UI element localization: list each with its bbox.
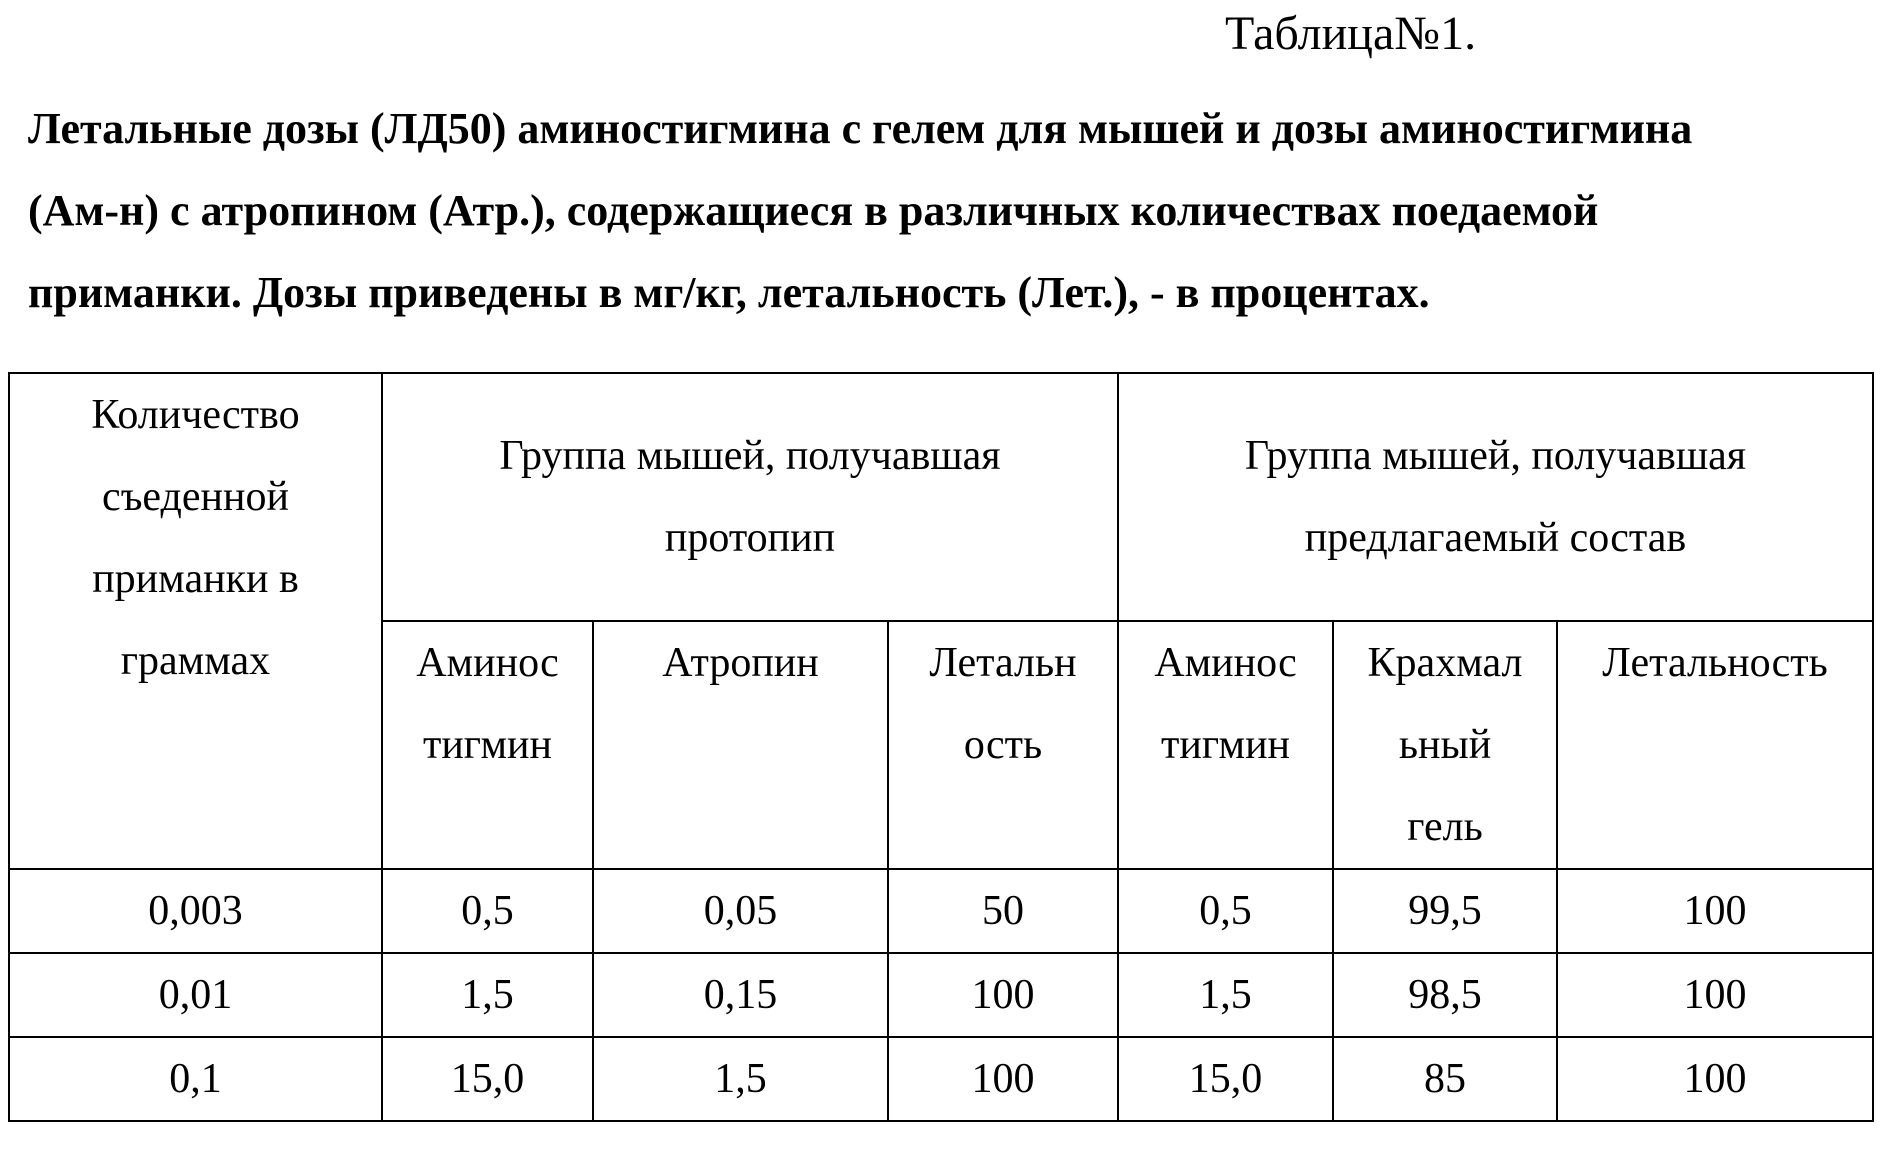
table-row (9, 869, 1873, 953)
table-cell: 15,0 (382, 1037, 593, 1121)
table-row (9, 953, 1873, 1037)
table-cell: 100 (888, 1037, 1118, 1121)
group-proposed-header: Группа мышей, получавшая предлагаемый состав (1118, 373, 1873, 621)
subheader-atropine: Атропин (593, 621, 888, 869)
table-cell: 0,01 (9, 953, 382, 1037)
title-line: Летальные дозы (ЛД50) аминостигмина с гелем для мышей и дозы аминостигмина (28, 104, 1693, 153)
bait-amount-header: Количество съеденной приманки в граммах (9, 373, 382, 869)
table-title (28, 88, 1868, 334)
subheader-aminostigmin: Аминос тигмин (1118, 621, 1333, 869)
table-cell: 1,5 (593, 1037, 888, 1121)
subheader-aminostigmin: Аминос тигмин (382, 621, 593, 869)
table-cell: 98,5 (1333, 953, 1557, 1037)
table-cell: 100 (1557, 1037, 1873, 1121)
table-cell: 0,1 (9, 1037, 382, 1121)
table-cell: 0,05 (593, 869, 888, 953)
table-cell: 100 (1557, 869, 1873, 953)
table-cell: 50 (888, 869, 1118, 953)
table-cell: 100 (888, 953, 1118, 1037)
group-protopip-header: Группа мышей, получавшая протопип (382, 373, 1118, 621)
table-cell: 0,5 (1118, 869, 1333, 953)
table-cell: 15,0 (1118, 1037, 1333, 1121)
table-cell: 0,5 (382, 869, 593, 953)
table-cell: 0,15 (593, 953, 888, 1037)
table-cell: 99,5 (1333, 869, 1557, 953)
subheader-lethality: Летальн ость (888, 621, 1118, 869)
subheader-lethality: Летальность (1557, 621, 1873, 869)
table-header-row (9, 373, 1873, 621)
title-line: (Ам-н) с атропином (Атр.), содержащиеся в различных количествах поедаемой (28, 186, 1599, 235)
table-cell: 1,5 (382, 953, 593, 1037)
dose-table (8, 372, 1874, 1122)
table-cell: 85 (1333, 1037, 1557, 1121)
subheader-starch-gel: Крахмал ьный гель (1333, 621, 1557, 869)
table-cell: 100 (1557, 953, 1873, 1037)
table-cell: 0,003 (9, 869, 382, 953)
table-row (9, 1037, 1873, 1121)
table-number-label: Таблица№1. (1225, 7, 1477, 60)
table-cell: 1,5 (1118, 953, 1333, 1037)
title-line: приманки. Дозы приведены в мг/кг, летальность (Лет.), - в процентах. (28, 268, 1430, 317)
